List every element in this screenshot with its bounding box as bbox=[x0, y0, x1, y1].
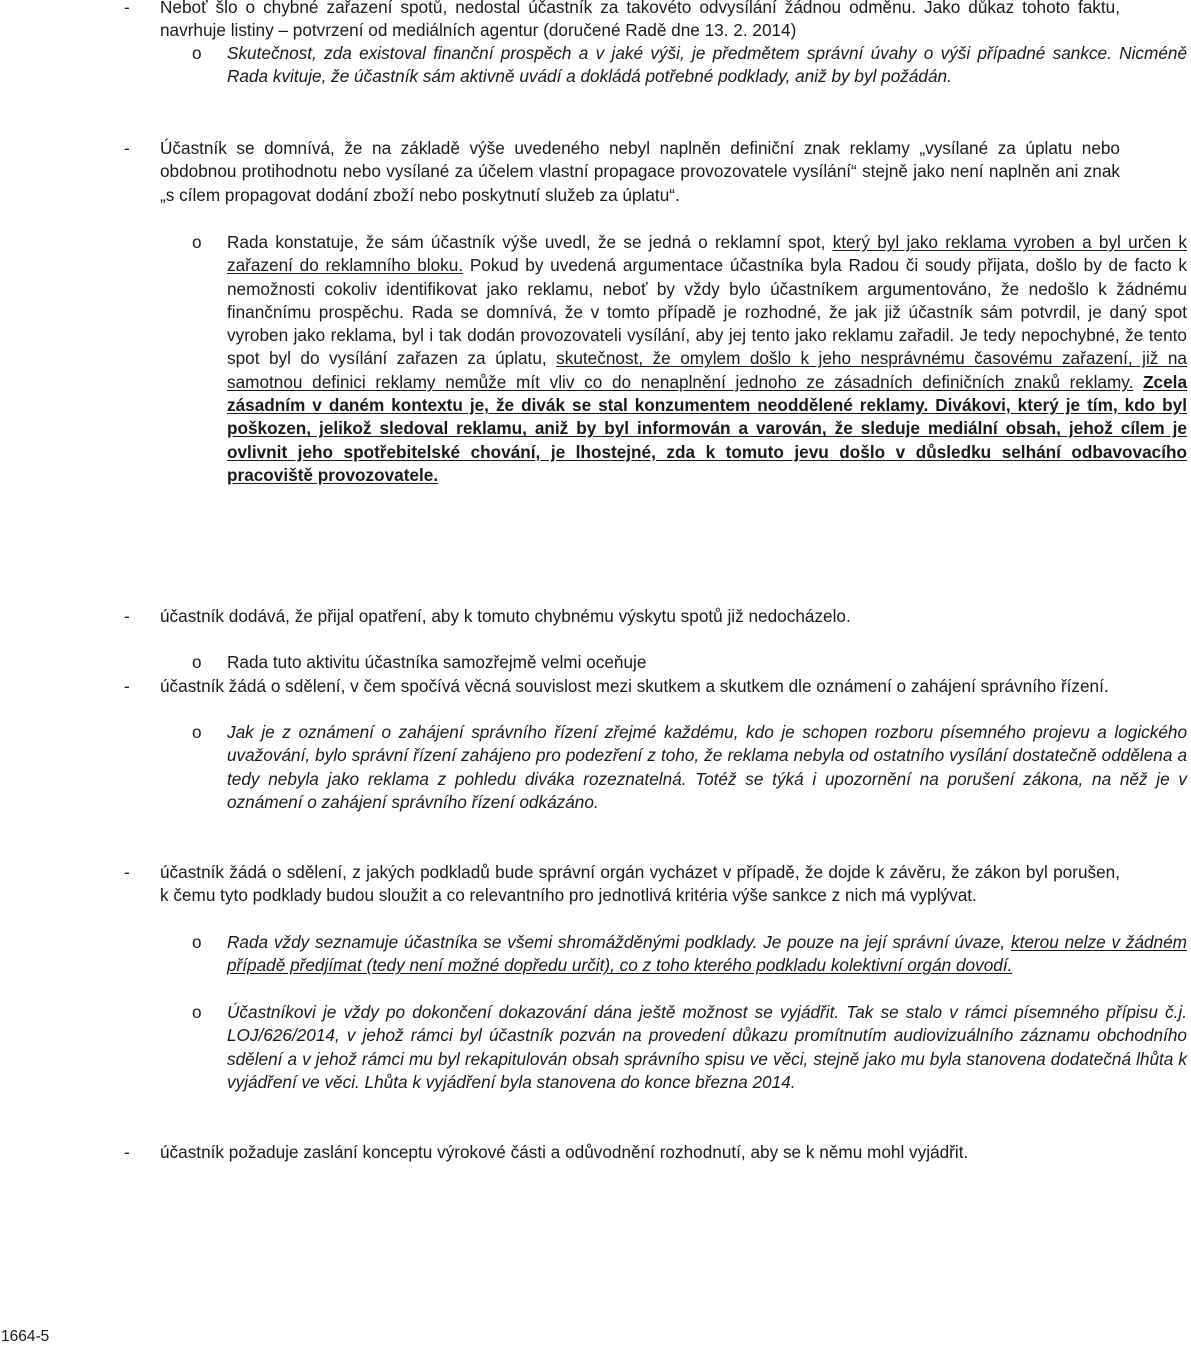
list-item bbox=[0, 1141, 1124, 1164]
paragraph-text: Rada tuto aktivitu účastníka samozřejmě velmi oceňuje bbox=[227, 652, 647, 672]
bold-underlined-text: Zcela zásadním v daném kontextu je, že divák se stal konzumentem neoddělené reklamy. Divákovi, který je tím, kdo byl poškozen, jelikož sledoval reklamu, aniž by byl informován a varován, že sleduje mediální obsah, jehož cílem je ovlivnit jeho spotřebitelské chování, je lhostejné, zda k tomuto jevu došlo v důsledku selhání odbavovacího pracoviště provozovatele. bbox=[227, 371, 1188, 485]
paragraph-text: Rada konstatuje, že sám účastník výše uvedl, že se jedná o reklamní spot, bbox=[227, 232, 833, 252]
underlined-text: který byl jako reklama vyroben a byl určen k zařazení do reklamního bloku. bbox=[227, 232, 1188, 276]
paragraph-text: účastník žádá o sdělení, z jakých podkladů bude správní orgán vycházet v případě, že dojde k závěru, že zákon byl porušen, k čemu tyto podklady budou sloužit a co relevantního pro jednotlivá kritéria výše sankce z nich má vyplývat. bbox=[160, 862, 1120, 906]
paragraph-text: Účastníkovi je vždy po dokončení dokazování dána ještě možnost se vyjádřit. Tak se stalo v rámci písemného přípisu č.j. LOJ/626/2014, v jehož rámci byl účastník pozván na provedení důkazu promítnutím audiovizuálního záznamu obchodního sdělení a v jehož rámci mu byl rekapitulován obsah správního spisu ve věci, stejně jako mu byla stanovena dodatečná lhůta k vyjádření ve věci. Lhůta k vyjádření byla stanovena do konce března 2014. bbox=[227, 1002, 1187, 1092]
sub-list-item bbox=[0, 931, 1191, 978]
underlined-text: kterou nelze v žádném případě předjímat (tedy není možné dopředu určit), co z toho kterého podkladu kolektivní orgán dovodí. bbox=[227, 932, 1187, 976]
paragraph-text: Účastník se domnívá, že na základě výše uvedeného nebyl naplněn definiční znak reklamy „vysílané za úplatu nebo obdobnou protihodnotu nebo vysílané za účelem vlastní propagace provozovatele vysílání“ stejně jako není naplněn ani znak „s cílem propagovat dodání zboží nebo poskytnutí služeb za úplatu“. bbox=[160, 138, 1120, 205]
page-number: 1664-5 bbox=[1, 1328, 50, 1345]
list-item bbox=[0, 137, 1124, 207]
sub-list-item bbox=[0, 231, 1191, 487]
paragraph-text: účastník žádá o sdělení, v čem spočívá věcná souvislost mezi skutkem a skutkem dle oznámení o zahájení správního řízení. bbox=[160, 676, 1109, 696]
paragraph-text: účastník dodává, že přijal opatření, aby k tomuto chybnému výskytu spotů již nedocházelo. bbox=[160, 606, 851, 626]
list-item bbox=[0, 861, 1124, 908]
list-item bbox=[0, 0, 1124, 43]
list-item bbox=[0, 605, 1124, 628]
list-item bbox=[0, 675, 1124, 698]
paragraph-text: účastník požaduje zaslání konceptu výrokové části a odůvodnění rozhodnutí, aby se k němu mohl vyjádřit. bbox=[160, 1142, 969, 1162]
sub-list-item bbox=[0, 1001, 1191, 1094]
paragraph-text: Jak je z oznámení o zahájení správního řízení zřejmé každému, kdo je schopen rozboru písemného projevu a logického uvažování, bylo správní řízení zahájeno pro podezření z toho, že reklama nebyla od ostatního vysílání dostatečně oddělena a tedy nebyla jako reklama z pohledu diváka rozeznatelná. Totéž se týká i upozornění na porušení zákona, na něž je v oznámení o zahájení správního řízení odkázáno. bbox=[227, 722, 1187, 812]
paragraph-text: Skutečnost, zda existoval finanční prospěch a v jaké výši, je předmětem správní úvahy o výši případné sankce. Nicméně Rada kvituje, že účastník sám aktivně uvádí a dokládá potřebné podklady, aniž by byl požádán. bbox=[227, 43, 1187, 87]
paragraph-text: Neboť šlo o chybné zařazení spotů, nedostal účastník za takovéto odvysílání žádnou odměnu. Jako důkaz tohoto faktu, navrhuje listiny – potvrzení od mediálních agentur (doručené Radě dne 13. 2. 2014) bbox=[160, 0, 1120, 41]
paragraph-text bbox=[1133, 372, 1143, 392]
paragraph-text: Rada vždy seznamuje účastníka se všemi shromážděnými podklady. Je pouze na její správní úvaze, bbox=[227, 932, 1011, 952]
sub-list-item bbox=[0, 721, 1191, 814]
paragraph-text: Pokud by uvedená argumentace účastníka byla Radou či soudy přijata, došlo by de facto k nemožnosti cokoliv identifikovat jako reklamu, neboť by vždy bylo účastníkem argumentováno, že nedošlo k žádnému finančnímu prospěchu. Rada se domnívá, že v tomto případě je rozhodné, že jak již účastník sám potvrdil, je daný spot vyroben jako reklama, byl i tak dodán provozovateli vysílání, aby jej tento jako reklamu zařadil. Je tedy nepochybné, že tento spot byl do vysílání zařazen za úplatu, bbox=[227, 255, 1187, 369]
underlined-text: skutečnost, že omylem došlo k jeho nesprávnému časovému zařazení, již na samotnou definici reklamy nemůže mít vliv co do nenaplnění jednoho ze zásadních definičních znaků reklamy. bbox=[227, 348, 1187, 392]
sub-list-item bbox=[0, 42, 1191, 89]
sub-list-item bbox=[0, 651, 1191, 674]
